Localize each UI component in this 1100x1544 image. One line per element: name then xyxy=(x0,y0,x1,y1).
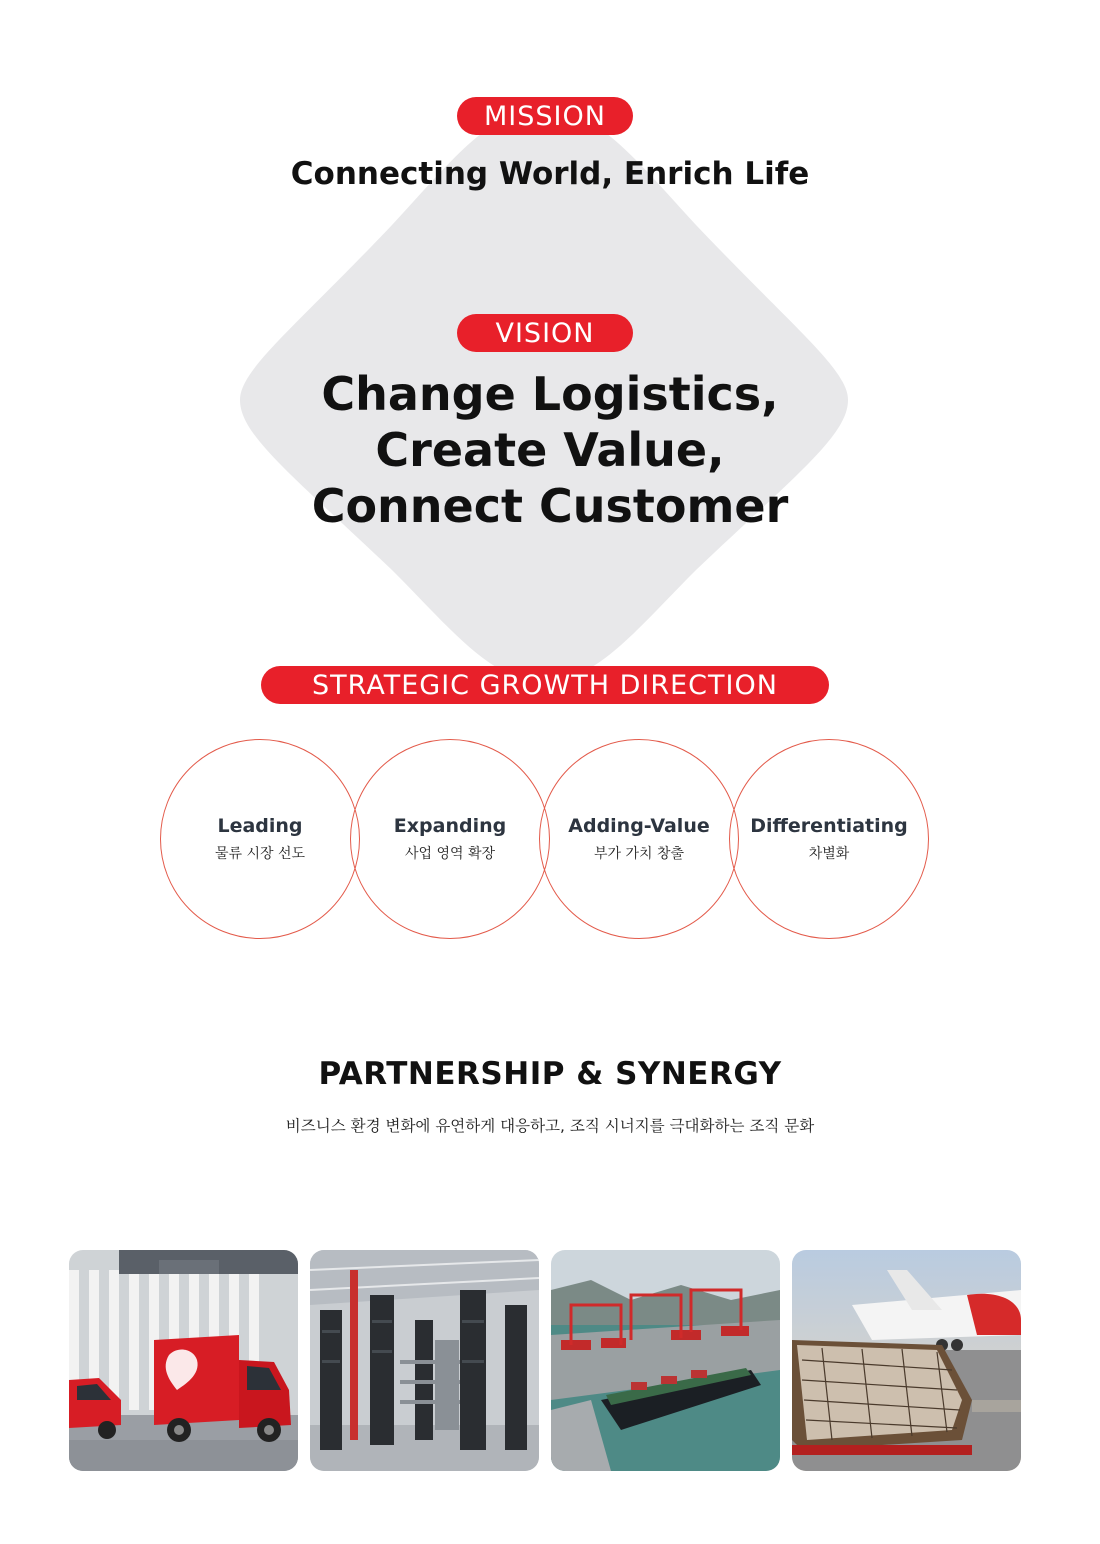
strategy-circle-adding-value xyxy=(539,739,739,939)
mission-statement: Connecting World, Enrich Life xyxy=(290,156,810,192)
strategy-badge: STRATEGIC GROWTH DIRECTION xyxy=(261,666,829,704)
strategy-desc: 차별화 xyxy=(808,846,850,862)
strategy-circle-expanding xyxy=(350,739,550,939)
strategy-circle-leading xyxy=(160,739,360,939)
vision-line: Change Logistics, xyxy=(321,367,779,421)
vision-statement xyxy=(0,366,1100,534)
mission-badge: MISSION xyxy=(457,97,633,135)
warehouse-racks-photo xyxy=(310,1250,539,1471)
vision-line: Connect Customer xyxy=(311,479,789,533)
strategy-desc: 부가 가치 창출 xyxy=(593,846,685,862)
strategy-title: Adding-Value xyxy=(568,815,710,837)
strategy-title: Differentiating xyxy=(750,815,908,837)
strategy-circle-differentiating xyxy=(729,739,929,939)
vision-line: Create Value, xyxy=(375,423,725,477)
delivery-trucks-photo xyxy=(69,1250,298,1471)
strategy-title: Expanding xyxy=(393,815,507,837)
partnership-title: PARTNERSHIP & SYNERGY xyxy=(318,1056,782,1092)
strategy-title: Leading xyxy=(217,815,303,837)
air-cargo-photo xyxy=(792,1250,1021,1471)
vision-badge: VISION xyxy=(457,314,633,352)
strategy-circles xyxy=(160,739,930,939)
container-port-photo xyxy=(551,1250,780,1471)
strategy-desc: 사업 영역 확장 xyxy=(404,846,496,862)
partnership-subtitle: 비즈니스 환경 변화에 유연하게 대응하고, 조직 시너지를 극대화하는 조직 문화 xyxy=(285,1117,815,1135)
strategy-desc: 물류 시장 선도 xyxy=(214,846,306,862)
